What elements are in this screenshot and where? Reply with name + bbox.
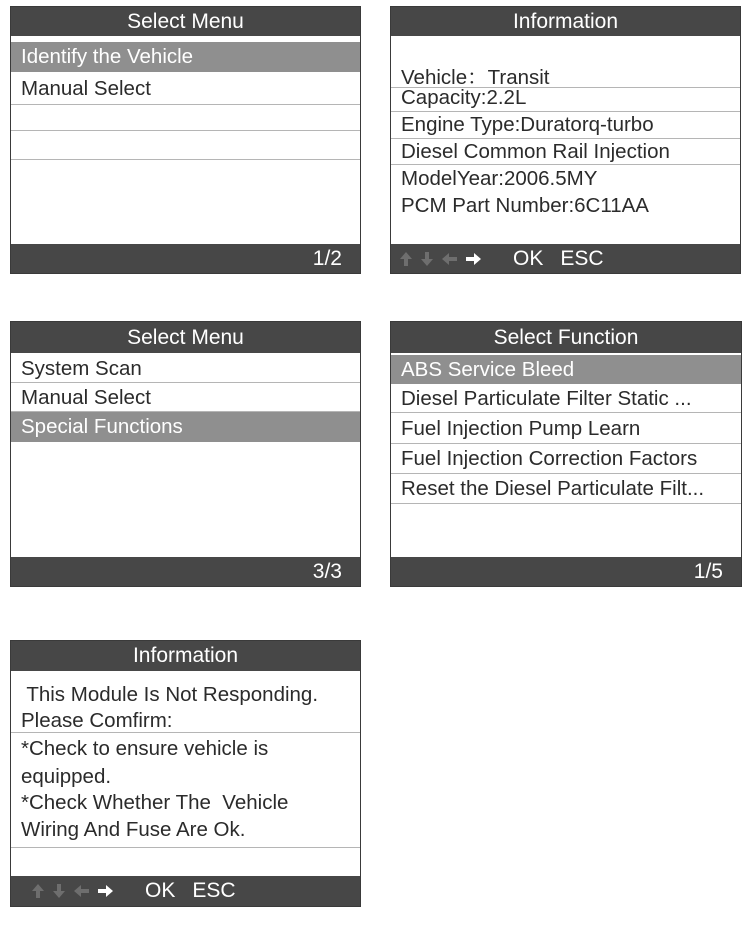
arrow-right-icon[interactable] <box>465 252 482 266</box>
nav-bar <box>11 876 360 906</box>
information-screen-vehicle <box>390 6 741 274</box>
arrow-left-icon[interactable] <box>73 884 90 898</box>
function-item-dpf-static[interactable]: Diesel Particulate Filter Static ... <box>391 384 741 413</box>
info-line-vehicle: Vehicle：Transit <box>401 66 550 89</box>
screen-title: Select Menu <box>11 322 360 353</box>
info-line-check-equipped-1: *Check to ensure vehicle is <box>21 737 269 760</box>
information-screen-not-responding <box>10 640 361 907</box>
arrow-down-icon[interactable] <box>420 251 434 267</box>
menu-item-manual-select[interactable]: Manual Select <box>11 72 360 105</box>
info-line-check-wiring-1: *Check Whether The Vehicle <box>21 791 289 814</box>
arrow-left-icon[interactable] <box>441 252 458 266</box>
info-line-please-confirm: Please Comfirm: <box>21 709 173 732</box>
info-line-engine-type: Engine Type:Duratorq-turbo <box>401 113 654 136</box>
status-bar <box>11 557 360 586</box>
info-line-check-wiring-2: Wiring And Fuse Are Ok. <box>21 818 246 841</box>
menu-item-manual-select[interactable]: Manual Select <box>11 383 360 412</box>
info-line-pcm-part-number: PCM Part Number:6C11AA <box>401 194 649 217</box>
arrow-up-icon[interactable] <box>399 251 413 267</box>
page-indicator: 1/2 <box>312 247 342 270</box>
info-divider <box>11 732 360 733</box>
page-indicator: 1/5 <box>693 560 723 583</box>
screen-title: Select Function <box>391 322 741 353</box>
menu-item-identify-vehicle[interactable]: Identify the Vehicle <box>11 42 360 72</box>
info-line-injection: Diesel Common Rail Injection <box>401 140 670 163</box>
info-divider <box>391 164 740 165</box>
info-divider <box>391 111 740 112</box>
arrow-right-icon[interactable] <box>97 884 114 898</box>
ok-button[interactable]: OK <box>513 246 544 270</box>
empty-row-divider <box>11 130 360 131</box>
info-line-not-responding: This Module Is Not Responding. <box>21 683 319 706</box>
info-divider <box>11 847 360 848</box>
select-menu-screen-1 <box>10 6 361 274</box>
arrow-down-icon[interactable] <box>52 883 66 899</box>
function-item-reset-dpf[interactable]: Reset the Diesel Particulate Filt... <box>391 474 741 504</box>
empty-row-divider <box>11 159 360 160</box>
status-bar <box>391 557 741 586</box>
select-menu-screen-2 <box>10 321 361 587</box>
menu-item-special-functions[interactable]: Special Functions <box>11 412 360 442</box>
nav-bar <box>391 244 740 273</box>
function-item-fuel-pump-learn[interactable]: Fuel Injection Pump Learn <box>391 413 741 444</box>
function-item-abs-service-bleed[interactable]: ABS Service Bleed <box>391 355 741 384</box>
screen-title: Select Menu <box>11 7 360 36</box>
screen-title: Information <box>11 641 360 671</box>
page-indicator: 3/3 <box>312 560 342 583</box>
info-line-check-equipped-2: equipped. <box>21 765 112 788</box>
function-item-fuel-injection-correction[interactable]: Fuel Injection Correction Factors <box>391 444 741 474</box>
info-line-capacity: Capacity:2.2L <box>401 86 527 109</box>
ok-button[interactable]: OK <box>145 879 176 902</box>
arrow-up-icon[interactable] <box>31 883 45 899</box>
info-divider <box>391 138 740 139</box>
screen-title: Information <box>391 7 740 36</box>
esc-button[interactable]: ESC <box>560 246 604 270</box>
menu-item-system-scan[interactable]: System Scan <box>11 355 360 383</box>
status-bar <box>11 244 360 273</box>
esc-button[interactable]: ESC <box>192 879 236 902</box>
info-line-model-year: ModelYear:2006.5MY <box>401 167 598 190</box>
select-function-screen <box>390 321 742 587</box>
